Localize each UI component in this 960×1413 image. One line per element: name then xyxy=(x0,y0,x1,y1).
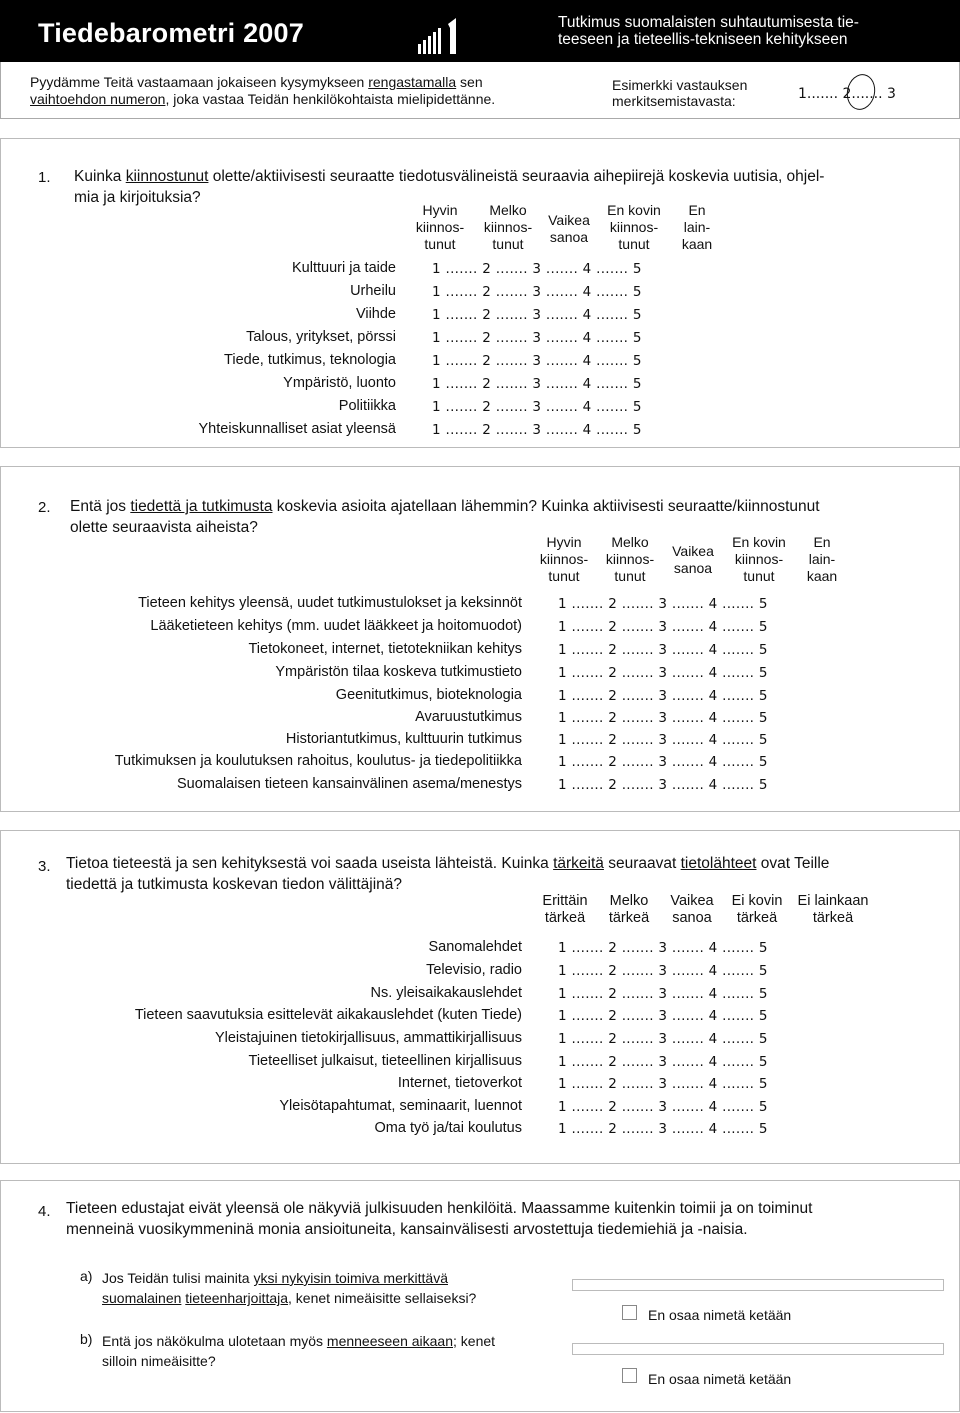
brand-title: Tiedebarometri 2007 xyxy=(38,18,304,48)
q3-row-scale[interactable]: 1 ....... 2 ....... 3 ....... 4 ....... 5 xyxy=(558,1008,768,1024)
q4a-answer-field[interactable] xyxy=(572,1279,944,1291)
q1-row-label: Yhteiskunnalliset asiat yleensä xyxy=(198,421,396,437)
q1-row-label: Politiikka xyxy=(338,398,396,414)
q1-row-scale[interactable]: 1 ....... 2 ....... 3 ....... 4 ....... 5 xyxy=(432,307,642,323)
q2-row-scale[interactable]: 1 ....... 2 ....... 3 ....... 4 ....... 5 xyxy=(558,688,768,704)
q2-row-scale[interactable]: 1 ....... 2 ....... 3 ....... 4 ....... 5 xyxy=(558,777,768,793)
q1-row-label: Talous, yritykset, pörssi xyxy=(246,329,396,345)
example-label: Esimerkki vastauksen merkitsemistavasta: xyxy=(612,77,748,109)
q1-row-scale[interactable]: 1 ....... 2 ....... 3 ....... 4 ....... 5 xyxy=(432,353,642,369)
q2-row-scale[interactable]: 1 ....... 2 ....... 3 ....... 4 ....... 5 xyxy=(558,732,768,748)
q3-row-scale[interactable]: 1 ....... 2 ....... 3 ....... 4 ....... 5 xyxy=(558,963,768,979)
q2-row-scale[interactable]: 1 ....... 2 ....... 3 ....... 4 ....... 5 xyxy=(558,596,768,612)
q3-row-label: Internet, tietoverkot xyxy=(397,1075,522,1091)
question-2-number: 2. xyxy=(38,499,51,516)
q1-row-label: Ympäristö, luonto xyxy=(283,375,396,391)
q2-col-3-header: Vaikea sanoa xyxy=(672,543,714,576)
q2-row-scale[interactable]: 1 ....... 2 ....... 3 ....... 4 ....... 5 xyxy=(558,619,768,635)
q3-row-label: Oma työ ja/tai koulutus xyxy=(374,1120,522,1136)
q2-row-label: Tieteen kehitys yleensä, uudet tutkimustulokset ja keksinnöt xyxy=(138,595,522,611)
q3-col-2-header: Melko tärkeä xyxy=(608,893,650,926)
q3-row-scale[interactable]: 1 ....... 2 ....... 3 ....... 4 ....... 5 xyxy=(558,1076,768,1092)
q2-col-2-header: Melko kiinnos- tunut xyxy=(605,534,655,584)
example-scale: 1....... 2....... 3 xyxy=(798,86,896,102)
q2-row-label: Suomalaisen tieteen kansainvälinen asema/menestys xyxy=(177,776,522,792)
q2-row-label: Ympäristön tilaa koskeva tutkimustieto xyxy=(275,664,522,680)
q1-row-label: Urheilu xyxy=(350,283,396,299)
q3-col-4-header: Ei kovin tärkeä xyxy=(731,893,783,926)
q2-row-label: Tietokoneet, internet, tietotekniikan kehitys xyxy=(248,641,522,657)
barometer-logo-icon xyxy=(418,14,462,56)
q3-row-scale[interactable]: 1 ....... 2 ....... 3 ....... 4 ....... 5 xyxy=(558,1054,768,1070)
q1-row-label: Tiede, tutkimus, teknologia xyxy=(224,352,396,368)
q1-row-scale[interactable]: 1 ....... 2 ....... 3 ....... 4 ....... 5 xyxy=(432,284,642,300)
q2-row-scale[interactable]: 1 ....... 2 ....... 3 ....... 4 ....... 5 xyxy=(558,710,768,726)
q1-col-5-header: En lain- kaan xyxy=(681,202,713,252)
q3-col-5-header: Ei lainkaan tärkeä xyxy=(797,893,869,926)
q2-col-1-header: Hyvin kiinnos- tunut xyxy=(539,534,589,584)
q4b-no-answer-label: En osaa nimetä ketään xyxy=(648,1371,792,1387)
q1-col-1-header: Hyvin kiinnos- tunut xyxy=(415,202,465,252)
q3-col-3-header: Vaikea sanoa xyxy=(670,893,714,926)
q3-row-label: Tieteen saavutuksia esittelevät aikakauslehdet (kuten Tiede) xyxy=(134,1007,522,1023)
q3-row-label: Sanomalehdet xyxy=(428,939,522,955)
question-3-number: 3. xyxy=(38,858,51,875)
q1-col-4-header: En kovin kiinnos- tunut xyxy=(607,202,661,252)
q4b-text: Entä jos näkökulma ulotetaan myös menneeseen aikaan; kenet silloin nimeäisitte? xyxy=(102,1333,496,1369)
q2-row-label: Avaruustutkimus xyxy=(415,709,522,725)
q3-row-scale[interactable]: 1 ....... 2 ....... 3 ....... 4 ....... 5 xyxy=(558,1031,768,1047)
q3-row-label: Tieteelliset julkaisut, tieteellinen kirjallisuus xyxy=(248,1053,522,1069)
q1-row-scale[interactable]: 1 ....... 2 ....... 3 ....... 4 ....... 5 xyxy=(432,399,642,415)
q1-col-2-header: Melko kiinnos- tunut xyxy=(483,202,533,252)
q3-row-scale[interactable]: 1 ....... 2 ....... 3 ....... 4 ....... 5 xyxy=(558,940,768,956)
q2-row-label: Geenitutkimus, bioteknologia xyxy=(335,687,522,703)
q3-row-label: Yleisötapahtumat, seminaarit, luennot xyxy=(279,1098,522,1114)
q4a-no-answer-checkbox[interactable] xyxy=(622,1305,637,1320)
tagline: Tutkimus suomalaisten suhtautumisesta tie- teeseen ja tieteellis-tekniseen kehitykseen xyxy=(558,14,859,48)
q4b-label: b) xyxy=(80,1331,93,1347)
q2-col-4-header: En kovin kiinnos- tunut xyxy=(732,534,786,584)
q4a-no-answer-label: En osaa nimetä ketään xyxy=(648,1307,792,1323)
question-4-text: Tieteen edustajat eivät yleensä ole näkyviä julkisuuden henkilöitä. Maassamme kuitenkin toimii ja on toiminut menneinä vuosikymmeninä monia ansioituneita, kansainvälisesti arvostettuja tiedemiehiä ja -naisia. xyxy=(66,1200,813,1238)
q4a-text: Jos Teidän tulisi mainita yksi nykyisin toimiva merkittävä suomalainen tieteenharjoittaja, kenet nimeäisitte sellaiseksi? xyxy=(102,1270,477,1306)
q1-row-scale[interactable]: 1 ....... 2 ....... 3 ....... 4 ....... 5 xyxy=(432,376,642,392)
q3-row-scale[interactable]: 1 ....... 2 ....... 3 ....... 4 ....... 5 xyxy=(558,1121,768,1137)
q3-row-scale[interactable]: 1 ....... 2 ....... 3 ....... 4 ....... 5 xyxy=(558,986,768,1002)
q3-row-label: Ns. yleisaikakauslehdet xyxy=(370,985,522,1001)
q4a-label: a) xyxy=(80,1268,93,1284)
instructions-text: Pyydämme Teitä vastaamaan jokaiseen kysymykseen rengastamalla sen vaihtoehdon numeron, joka vastaa Teidän henkilökohtaista mielipidettänne. xyxy=(30,74,496,107)
q2-row-label: Historiantutkimus, kulttuurin tutkimus xyxy=(285,731,522,747)
q3-col-1-header: Erittäin tärkeä xyxy=(542,893,588,926)
q1-row-label: Kulttuuri ja taide xyxy=(292,260,396,276)
question-2-text: Entä jos tiedettä ja tutkimusta koskevia asioita ajatellaan lähemmin? Kuinka aktiivisesti seuraatte/kiinnostunut olette seuraavista aiheista? xyxy=(70,498,820,536)
question-1-text: Kuinka kiinnostunut olette/aktiivisesti seuraatte tiedotusvälineistä seuraavia aihepiirejä koskevia uutisia, ohjel- mia ja kirjoituksia? xyxy=(74,168,825,206)
q3-row-label: Yleistajuinen tietokirjallisuus, ammattikirjallisuus xyxy=(214,1030,522,1046)
question-3-text: Tietoa tieteestä ja sen kehityksestä voi saada useista lähteistä. Kuinka tärkeitä seuraavat tietolähteet ovat Teille tiedettä ja tutkimusta koskevan tiedon välittäjinä? xyxy=(66,855,830,893)
q2-col-5-header: En lain- kaan xyxy=(806,534,838,584)
question-1-number: 1. xyxy=(38,169,51,186)
q3-row-label: Televisio, radio xyxy=(426,962,522,978)
q1-row-label: Viihde xyxy=(355,306,396,322)
q2-row-scale[interactable]: 1 ....... 2 ....... 3 ....... 4 ....... 5 xyxy=(558,642,768,658)
q2-row-scale[interactable]: 1 ....... 2 ....... 3 ....... 4 ....... 5 xyxy=(558,665,768,681)
q1-row-scale[interactable]: 1 ....... 2 ....... 3 ....... 4 ....... 5 xyxy=(432,261,642,277)
q2-row-label: Tutkimuksen ja koulutuksen rahoitus, koulutus- ja tiedepolitiikka xyxy=(114,753,522,769)
q1-row-scale[interactable]: 1 ....... 2 ....... 3 ....... 4 ....... 5 xyxy=(432,422,642,438)
q2-row-scale[interactable]: 1 ....... 2 ....... 3 ....... 4 ....... 5 xyxy=(558,754,768,770)
q4b-no-answer-checkbox[interactable] xyxy=(622,1368,637,1383)
q2-row-label: Lääketieteen kehitys (mm. uudet lääkkeet ja hoitomuodot) xyxy=(150,618,522,634)
q3-row-scale[interactable]: 1 ....... 2 ....... 3 ....... 4 ....... 5 xyxy=(558,1099,768,1115)
q1-col-3-header: Vaikea sanoa xyxy=(548,212,590,245)
q4b-answer-field[interactable] xyxy=(572,1343,944,1355)
question-4-number: 4. xyxy=(38,1203,51,1220)
q1-row-scale[interactable]: 1 ....... 2 ....... 3 ....... 4 ....... 5 xyxy=(432,330,642,346)
